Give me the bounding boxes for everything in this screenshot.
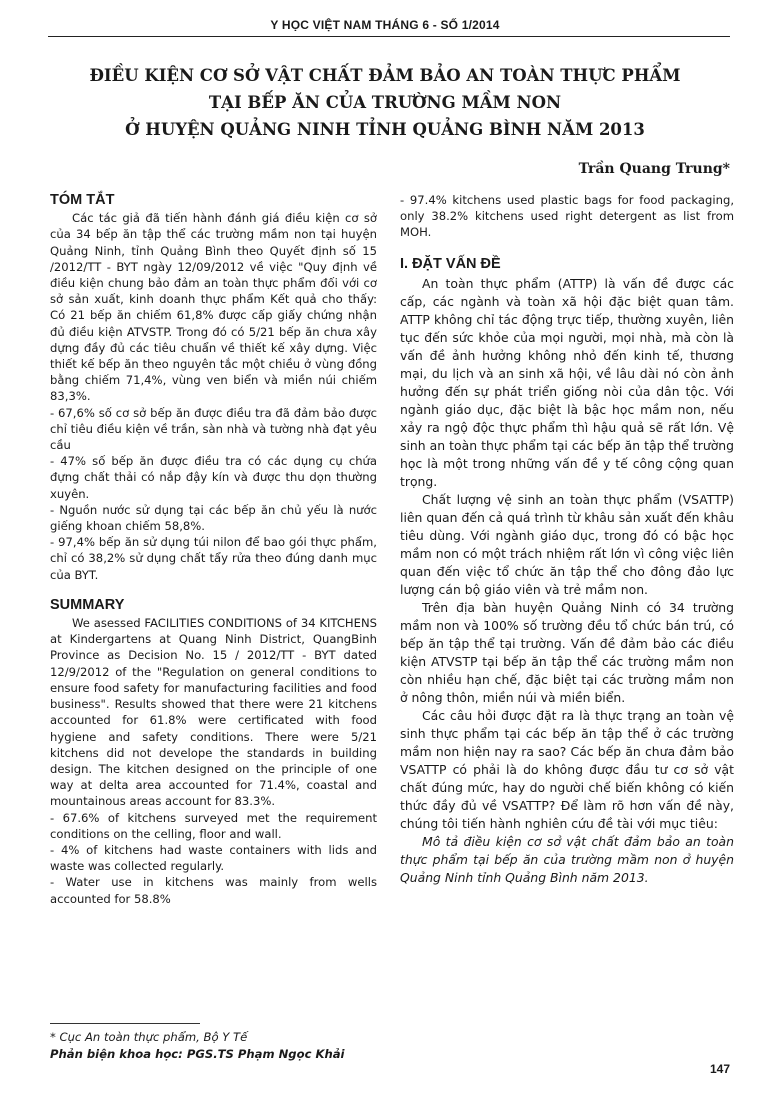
footnote-reviewer: Phản biện khoa học: PGS.TS Phạm Ngọc Khải (50, 1047, 345, 1061)
title-line-3: Ở HUYỆN QUẢNG NINH TỈNH QUẢNG BÌNH NĂM 2013 (125, 120, 645, 139)
title-line-2: TẠI BẾP ĂN CỦA TRƯỜNG MẦM NON (208, 93, 562, 112)
author-name: Trần Quang Trung* (578, 161, 730, 177)
abstract-paragraph: Các tác giả đã tiến hành đánh giá điều kiện cơ sở của 34 bếp ăn tập thể các trường mầm non tại huyện Quảng Ninh, tỉnh Quảng Bình theo Quyết định số 15 /2012/TT - BYT ngày 12/09/2012 về việc "Quy định về điều kiện chung bảo đảm an toàn thực phẩm đối với cơ sở sản xuất, kinh doanh thực phẩm Kết quả cho thấy: Có 21 bếp ăn chiếm 61,8% được cấp giấy chứng nhận đủ điều kiện ATVSTP. Trong đó có 5/21 bếp ăn chưa xây dựng đầy đủ các tiêu chuẩn về thiết kế xây dựng. Việc thiết kế bếp ăn theo nguyên tắc một chiều ở vùng đồng bằng chiếm 71,4%, vùng ven biển và miền núi chiếm 83,3%. (50, 211, 377, 404)
intro-paragraph: Chất lượng vệ sinh an toàn thực phẩm (VSATTP) liên quan đến cả quá trình từ khâu sản xuất đến khâu tiêu dùng. Với ngành giáo dục, trong đó có bậc học mầm non có một trách nhiệm rất lớn vì công việc liên quan đến việc tổ chức ăn tập thể cho đông đảo lực lượng cán bộ giáo viên và trẻ mầm non. (400, 491, 734, 597)
footnote-rule (50, 1023, 200, 1024)
abstract-bullet: - 47% số bếp ăn được điều tra có các dụng cụ chứa đựng chất thải có nắp đậy kín và được thu dọn thường xuyên. (50, 454, 377, 501)
summary-bullet: - 67.6% of kitchens surveyed met the requirement conditions on the celling, floor and wall. (50, 810, 377, 841)
intro-paragraph: Trên địa bàn huyện Quảng Ninh có 34 trường mầm non và 100% số trường đều tổ chức bán trú, có bếp ăn tập thể tại trường. Vấn đề đảm bảo các điều kiện ATVSTP tại bếp ăn tập thể các trường mầm non còn nhiều hạn chế, đặc biệt tại các trường mầm non ở nông thôn, miền núi và miền biển. (400, 599, 734, 705)
footnote (50, 1029, 345, 1063)
header-rule (48, 36, 730, 37)
title-line-1: ĐIỀU KIỆN CƠ SỞ VẬT CHẤT ĐẢM BẢO AN TOÀN THỰC PHẨM (89, 66, 681, 85)
summary-paragraph: We asessed FACILITIES CONDITIONS of 34 KITCHENS at Kindergartens at Quang Ninh District, QuangBinh Province as Decision No. 15 / 2012/TT - BYT dated 12/9/2012 of the "Regulation on general conditions to ensure food safety for manufacturing facilities and food business". Results showed that there were 21 kitchens accounted for 61.8% were certificated with food hygiene and safety conditions. There were 5/21 kitchens did not develope the standards in building design. The kitchen designed on the principle of one way at delta area accounted for 71.4%, coastal and mountainous areas account for 83.3%. (50, 616, 377, 809)
article-title (0, 62, 770, 143)
running-header: Y HỌC VIỆT NAM THÁNG 6 - SỐ 1/2014 (270, 18, 500, 32)
summary-bullet: - Water use in kitchens was mainly from wells accounted for 58.8% (50, 875, 377, 906)
summary-bullet-continued: - 97.4% kitchens used plastic bags for food packaging, only 38.2% kitchens used right detergent as list from MOH. (400, 193, 734, 240)
intro-heading: I. ĐẶT VẤN ĐỀ (400, 255, 501, 272)
section-gap (400, 241, 734, 255)
section-gap (50, 583, 377, 597)
study-objective: Mô tả điều kiện cơ sở vật chất đảm bảo an toàn thực phẩm tại bếp ăn của trường mầm non ở huyện Quảng Ninh tỉnh Quảng Bình năm 2013. (400, 833, 734, 885)
intro-paragraph: Các câu hỏi được đặt ra là thực trạng an toàn vệ sinh thực phẩm tại các bếp ăn tập thể ở các trường mầm non hiện nay ra sao? Các bếp ăn chưa đảm bảo VSATTP có phải là do không được đầu tư cơ sở vật chất đúng mức, hay do người chế biến không có kiến thức đầy đủ về VSATTP? Để làm rõ hơn vấn đề này, chúng tôi tiến hành nghiên cứu đề tài với mục tiêu: (400, 707, 734, 831)
abstract-bullet: - 97,4% bếp ăn sử dụng túi nilon để bao gói thực phẩm, chỉ có 38,2% sử dụng chất tẩy rửa theo đúng danh mục của BYT. (50, 535, 377, 582)
abstract-heading: TÓM TẮT (50, 192, 115, 208)
abstract-bullet: - Nguồn nước sử dụng tại các bếp ăn chủ yếu là nước giếng khoan chiếm 58,8%. (50, 502, 377, 534)
summary-bullet: - 4% of kitchens had waste containers with lids and waste was collected regularly. (50, 842, 377, 874)
right-column (400, 192, 734, 887)
abstract-bullet: - 67,6% số cơ sở bếp ăn được điều tra đã đảm bảo được chỉ tiêu điều kiện về trần, sàn nhà và tường nhà đạt yêu cầu (50, 405, 377, 453)
page-number: 147 (709, 1062, 730, 1076)
footnote-affiliation: * Cục An toàn thực phẩm, Bộ Y Tế (50, 1030, 248, 1044)
summary-heading: SUMMARY (50, 596, 125, 613)
left-column (50, 192, 377, 907)
intro-paragraph: An toàn thực phẩm (ATTP) là vấn đề được các cấp, các ngành và toàn xã hội đặc biệt quan tâm. ATTP không chỉ tác động trực tiếp, thường xuyên, liên tục đến sức khỏe của mọi người, mọi nhà, mà còn là vấn đề ảnh hưởng không nhỏ đến kinh tế, thương mại, du lịch và an sinh xã hội, về lâu dài nó còn ảnh hưởng đến sự phát triển giống nòi của dân tộc. Với ngành giáo dục, đặc biệt là bậc học mầm non, nếu xảy ra ngộ độc thực phẩm thì hậu quả sẽ rất lớn. Vệ sinh an toàn thực phẩm tại các bếp ăn tập thể trường học là một trong những vấn đề y tế công cộng quan trọng. (400, 275, 734, 489)
